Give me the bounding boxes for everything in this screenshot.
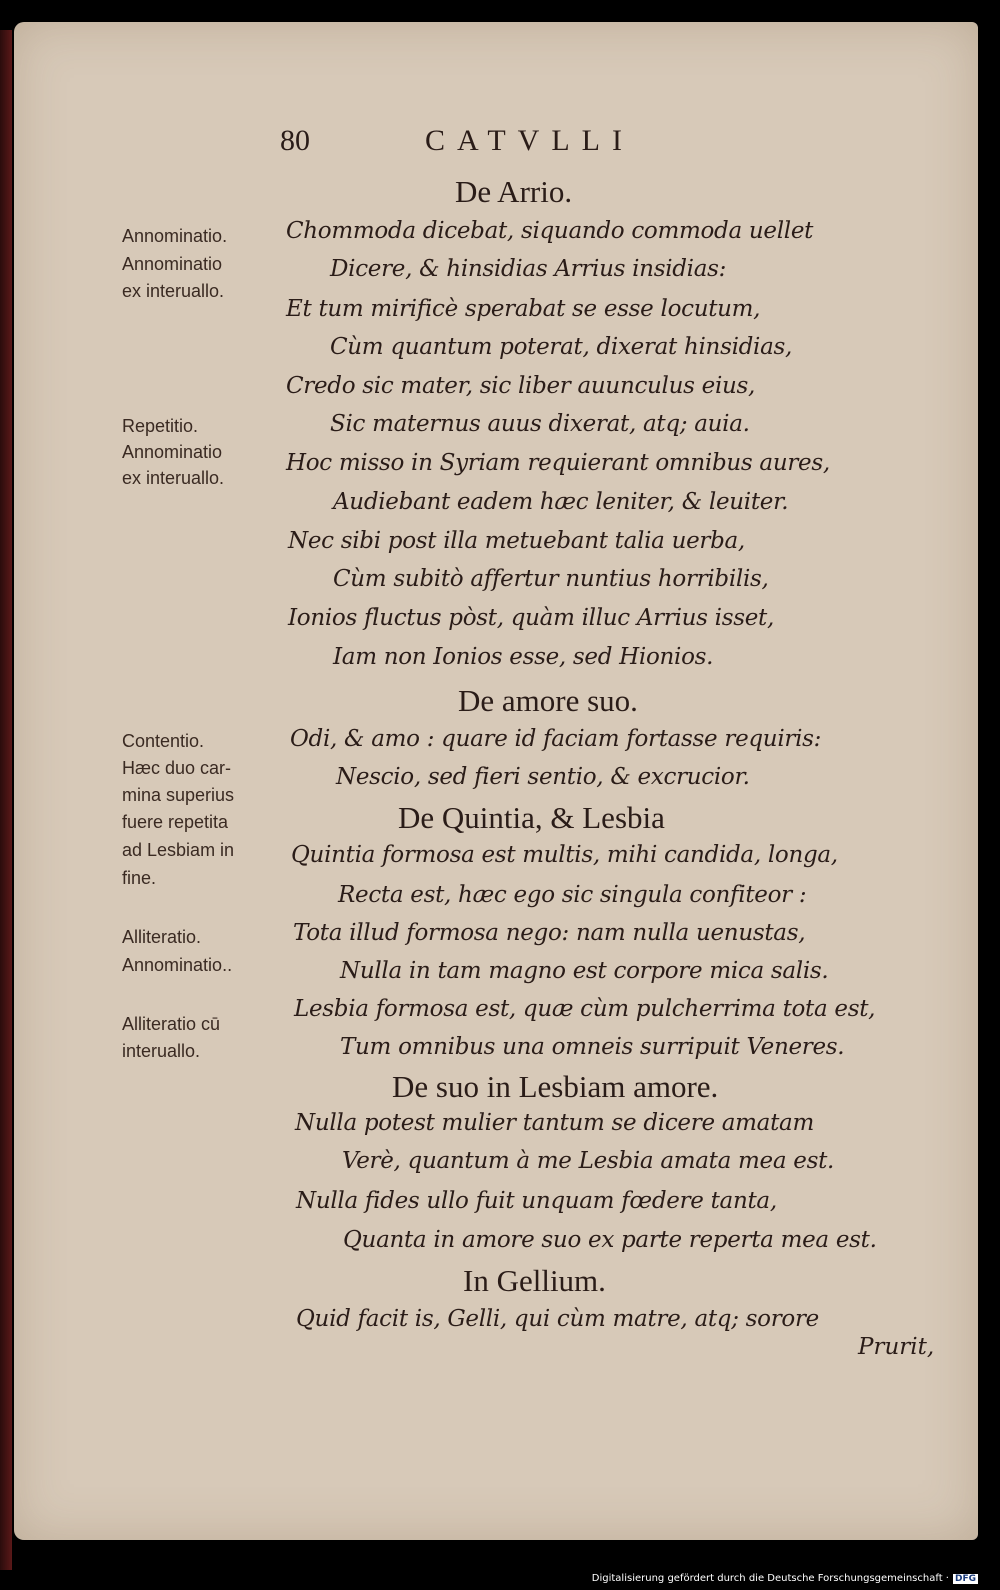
verse-line: Recta est, hæc ego sic singula confiteor :: [338, 882, 807, 908]
margin-note: mina superius: [122, 785, 235, 805]
margin-note: Alliteratio.: [122, 927, 202, 947]
book-spine-edge: [0, 30, 12, 1570]
margin-note: Repetitio.: [122, 416, 199, 436]
margin-note: Hæc duo car-: [122, 758, 232, 778]
verse-line: Lesbia formosa est, quæ cùm pulcherrima tota est,: [294, 996, 876, 1022]
verse-line: Sic maternus auus dixerat, atq; auia.: [330, 411, 750, 437]
margin-note: ex interuallo.: [122, 281, 225, 301]
verse-line: Ionios fluctus pòst, quàm illuc Arrius isset,: [288, 605, 774, 631]
margin-note: Annominatio..: [122, 955, 233, 975]
dfg-logo-icon: DFG: [954, 1574, 976, 1584]
margin-note: Annominatio.: [122, 226, 228, 246]
section-heading: In Gellium.: [463, 1263, 606, 1298]
verse-line: Quanta in amore suo ex parte reperta mea est.: [343, 1227, 877, 1253]
verse-line: Nec sibi post illa metuebant talia uerba,: [288, 528, 745, 554]
verse-line: Dicere, & hinsidias Arrius insidias:: [330, 256, 727, 282]
verse-line: Nulla fides ullo fuit unquam fœdere tanta,: [296, 1188, 777, 1214]
margin-note: ad Lesbiam in: [122, 840, 235, 860]
verse-line: Verè, quantum à me Lesbia amata mea est.: [342, 1148, 835, 1174]
catchword: Prurit,: [858, 1334, 935, 1360]
margin-note: Alliteratio cū: [122, 1014, 221, 1034]
verse-line: Nulla potest mulier tantum se dicere amatam: [295, 1110, 814, 1136]
verse-line: Chommoda dicebat, siquando commoda uellet: [286, 218, 814, 244]
verse-line: Et tum mirificè sperabat se esse locutum,: [286, 296, 761, 322]
section-heading: De amore suo.: [458, 683, 638, 718]
verse-line: Audiebant eadem hæc leniter, & leuiter.: [333, 489, 789, 515]
section-heading: De Quintia, & Lesbia: [398, 800, 665, 835]
verse-line: Nescio, sed fieri sentio, & excrucior.: [336, 764, 750, 790]
section-heading: De suo in Lesbiam amore.: [392, 1069, 719, 1104]
verse-line: Cùm subitò affertur nuntius horribilis,: [333, 566, 769, 592]
verse-line: Tum omnibus una omneis surripuit Veneres.: [340, 1034, 845, 1060]
verse-line: Odi, & amo : quare id faciam fortasse requiris:: [290, 726, 822, 752]
verse-line: Cùm quantum poterat, dixerat hinsidias,: [330, 334, 793, 360]
section-heading: De Arrio.: [455, 174, 573, 209]
verse-line: Quid facit is, Gelli, qui cùm matre, atq; sorore: [296, 1306, 819, 1332]
margin-note: fuere repetita: [122, 812, 229, 832]
margin-note: ex interuallo.: [122, 468, 225, 488]
margin-note: Annominatio: [122, 254, 223, 274]
margin-note: Annominatio: [122, 442, 223, 462]
footer-text: Digitalisierung gefördert durch die Deutsche Forschungsgemeinschaft ·: [591, 1573, 949, 1584]
digitization-footer: [592, 1573, 978, 1584]
verse-line: Tota illud formosa nego: nam nulla uenustas,: [293, 920, 806, 946]
verse-line: Quintia formosa est multis, mihi candida, longa,: [291, 842, 838, 868]
margin-note: interuallo.: [122, 1041, 201, 1061]
page-number: 80: [280, 124, 310, 157]
verse-line: Hoc misso in Syriam requierant omnibus aures,: [286, 450, 830, 476]
margin-note: fine.: [122, 868, 157, 888]
margin-note: Contentio.: [122, 731, 205, 751]
verse-line: Nulla in tam magno est corpore mica salis.: [340, 958, 829, 984]
running-title: CATVLLI: [425, 124, 634, 157]
verse-line: Iam non Ionios esse, sed Hionios.: [333, 644, 714, 670]
verse-line: Credo sic mater, sic liber auunculus eius,: [286, 373, 756, 399]
